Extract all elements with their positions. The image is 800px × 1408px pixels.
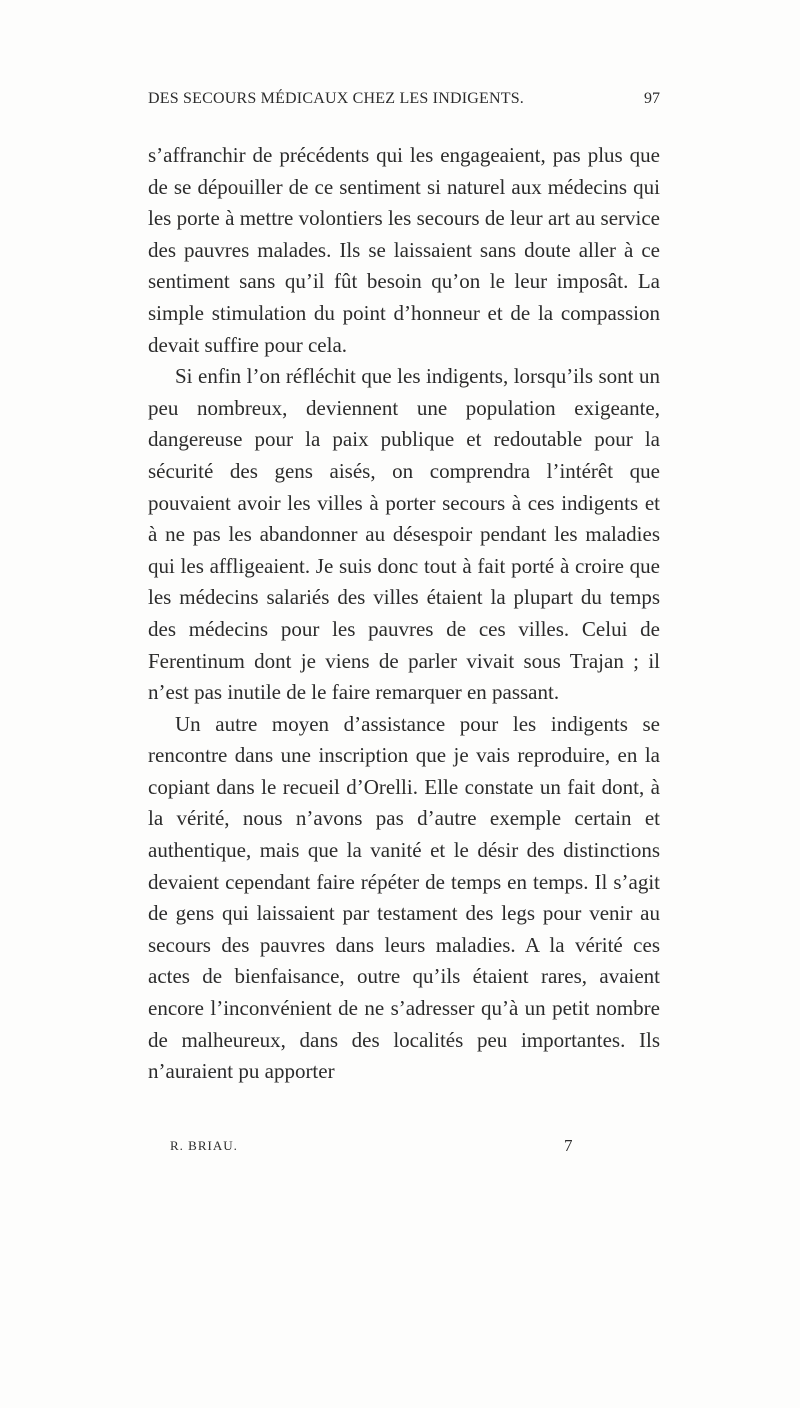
signature-mark: R. BRIAU.	[170, 1138, 238, 1153]
page-number: 97	[644, 90, 660, 107]
paragraph: Si enfin l’on réfléchit que les indigents, lorsqu’ils sont un peu nombreux, deviennent une population exigeante, dangereuse pour la paix publique et redoutable pour la sécurité des gens aisés, on comprendra l’intérêt que pouvaient avoir les villes à porter secours à ces indigents et à ne pas les abandonner au désespoir pendant les maladies qui les affligeaient. Je suis donc tout à fait porté à croire que les médecins salariés des villes étaient la plupart du temps des médecins pour les pauvres de ces villes. Celui de Ferentinum dont je viens de parler vivait sous Trajan ; il n’est pas inutile de le faire remarquer en passant.	[148, 364, 660, 705]
body-text	[148, 140, 660, 1088]
sheet-number: 7	[564, 1136, 573, 1155]
running-head: DES SECOURS MÉDICAUX CHEZ LES INDIGENTS.	[148, 90, 525, 107]
page-footer	[148, 1138, 660, 1160]
paragraph: Un autre moyen d’assistance pour les indigents se rencontre dans une inscription que je vais reproduire, en la copiant dans le recueil d’Orelli. Elle constate un fait dont, à la vérité, nous n’avons pas d’autre exemple certain et authentique, mais que la vanité et le désir des distinctions devaient cependant faire répéter de temps en temps. Il s’agit de gens qui laissaient par testament des legs pour venir au secours des pauvres dans leurs maladies. A la vérité ces actes de bienfaisance, outre qu’ils étaient rares, avaient encore l’inconvénient de ne s’adresser qu’à un petit nombre de malheureux, dans des localités peu importantes. Ils n’auraient pu apporter	[148, 711, 660, 1084]
paragraph-continued: s’affranchir de précédents qui les engageaient, pas plus que de se dépouiller de ce sentiment si naturel aux médecins qui les porte à mettre volontiers les secours de leur art au service des pauvres malades. Ils se laissaient sans doute aller à ce sentiment sans qu’il fût besoin qu’on le leur imposât. La simple stimulation du point d’honneur et de la compassion devait suffire pour cela.	[148, 143, 660, 357]
page-header	[148, 90, 660, 112]
